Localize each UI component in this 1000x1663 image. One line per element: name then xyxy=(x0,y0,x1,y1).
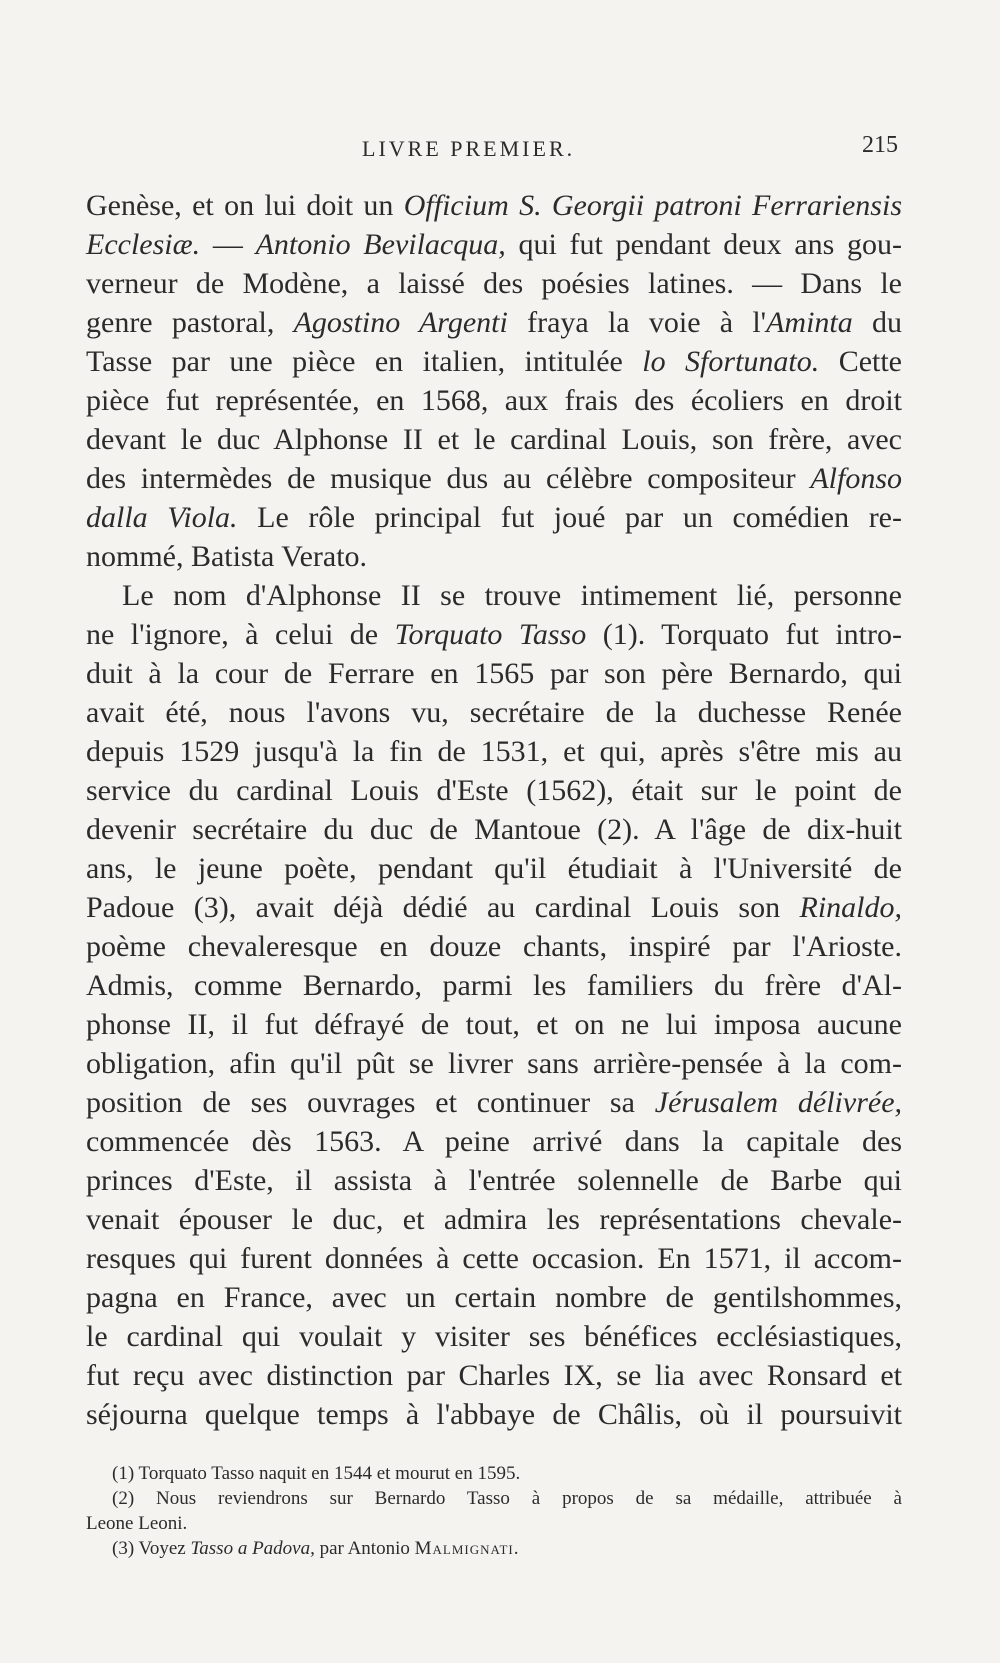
text-line: poème chevaleresque en douze chants, inspiré par l'Arioste. xyxy=(86,930,902,963)
text-line: devant le duc Alphonse II et le cardinal Louis, son frère, avec xyxy=(86,423,902,456)
text-line: resques qui furent données à cette occasion. En 1571, il accom- xyxy=(86,1242,902,1275)
footnote-3: (3) Voyez Tasso a Padova, par Antonio Malmignati. xyxy=(112,1538,519,1559)
text-line: Le nom d'Alphonse II se trouve intimement lié, personne xyxy=(122,579,902,612)
footnote-2: (2) Nous reviendrons sur Bernardo Tasso à propos de sa médaille, attribuée à xyxy=(112,1488,902,1509)
footnotes xyxy=(86,1461,902,1561)
text-line: obligation, afin qu'il pût se livrer sans arrière-pensée à la com- xyxy=(86,1047,902,1080)
text-line: Admis, comme Bernardo, parmi les familiers du frère d'Al- xyxy=(86,969,902,1002)
text-line: depuis 1529 jusqu'à la fin de 1531, et qui, après s'être mis au xyxy=(86,735,902,768)
text-line: service du cardinal Louis d'Este (1562), était sur le point de xyxy=(86,774,902,807)
body-text xyxy=(86,186,902,1434)
text-line: princes d'Este, il assista à l'entrée solennelle de Barbe qui xyxy=(86,1164,902,1197)
text-line: ne l'ignore, à celui de Torquato Tasso (1). Torquato fut intro- xyxy=(86,618,902,651)
text-line: nommé, Batista Verato. xyxy=(86,540,368,573)
text-line: pièce fut représentée, en 1568, aux frais des écoliers en droit xyxy=(86,384,902,417)
text-line: Padoue (3), avait déjà dédié au cardinal Louis son Rinaldo, xyxy=(86,891,902,924)
running-head xyxy=(0,132,1000,166)
text-line: séjourna quelque temps à l'abbaye de Châlis, où il poursuivit xyxy=(86,1398,902,1431)
text-line: le cardinal qui voulait y visiter ses bénéfices ecclésiastiques, xyxy=(86,1320,902,1353)
footnote-2-continuation: Leone Leoni. xyxy=(86,1513,188,1534)
text-line: dalla Viola. Le rôle principal fut joué par un comédien re- xyxy=(86,501,902,534)
text-line: pagna en France, avec un certain nombre de gentilshommes, xyxy=(86,1281,902,1314)
text-line: commencée dès 1563. A peine arrivé dans la capitale des xyxy=(86,1125,902,1158)
text-line: fut reçu avec distinction par Charles IX, se lia avec Ronsard et xyxy=(86,1359,902,1392)
running-title: LIVRE PREMIER. xyxy=(362,136,576,161)
footnote-1: (1) Torquato Tasso naquit en 1544 et mourut en 1595. xyxy=(112,1463,521,1484)
text-line: position de ses ouvrages et continuer sa Jérusalem délivrée, xyxy=(86,1086,903,1119)
text-line: venait épouser le duc, et admira les représentations chevale- xyxy=(86,1203,902,1236)
text-line: verneur de Modène, a laissé des poésies latines. — Dans le xyxy=(86,267,902,300)
text-line: Ecclesiæ. — Antonio Bevilacqua, qui fut pendant deux ans gou- xyxy=(86,228,903,261)
text-line: Genèse, et on lui doit un Officium S. Georgii patroni Ferrariensis xyxy=(86,189,902,222)
text-line: genre pastoral, Agostino Argenti fraya la voie à l'Aminta du xyxy=(86,306,903,339)
text-line: duit à la cour de Ferrare en 1565 par son père Bernardo, qui xyxy=(86,657,902,690)
text-line: ans, le jeune poète, pendant qu'il étudiait à l'Université de xyxy=(86,852,902,885)
text-line: des intermèdes de musique dus au célèbre compositeur Alfonso xyxy=(86,462,902,495)
text-line: avait été, nous l'avons vu, secrétaire de la duchesse Renée xyxy=(86,696,902,729)
text-line: devenir secrétaire du duc de Mantoue (2). A l'âge de dix-huit xyxy=(86,813,902,846)
text-line: Tasse par une pièce en italien, intitulée lo Sfortunato. Cette xyxy=(86,345,902,378)
page-number: 215 xyxy=(862,132,898,158)
text-line: phonse II, il fut défrayé de tout, et on ne lui imposa aucune xyxy=(86,1008,902,1041)
